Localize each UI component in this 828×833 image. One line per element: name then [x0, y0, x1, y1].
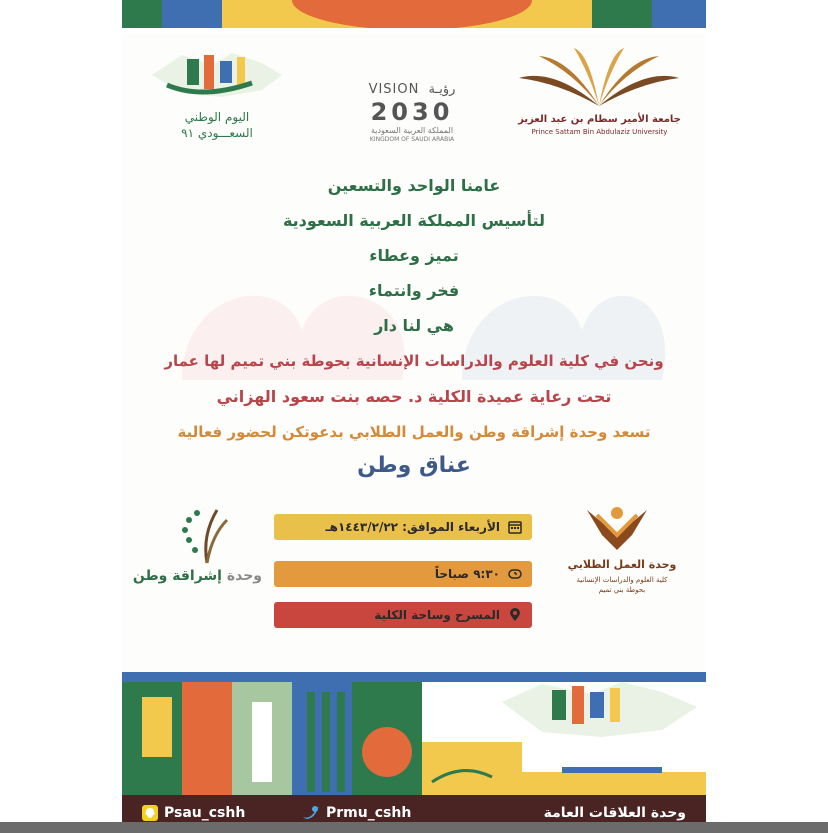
- logos-row: [122, 40, 706, 150]
- time-pill: [274, 561, 532, 587]
- message-line-6: ونحن في كلية العلوم والدراسات الإنسانية بحوطة بني تميم لها عمار: [164, 352, 664, 370]
- event-name: عناق وطن: [357, 453, 471, 478]
- bottom-illustration: [122, 672, 706, 795]
- vision-sub-ar: المملكة العربية السعودية: [370, 126, 454, 135]
- university-name-ar: جامعة الأمير سطام بن عبد العزيز: [518, 114, 681, 125]
- student-activity-title: وحدة العمل الطلابي: [567, 558, 677, 571]
- message-line-7: تحت رعاية عميدة الكلية د. حصه بنت سعود الهزاني: [216, 387, 612, 406]
- message-line-2: لتأسيس المملكة العربية السعودية: [282, 211, 546, 230]
- message-line-1: عامنا الواحد والتسعين: [327, 176, 501, 195]
- place-text: المسرح وساحة الكلية: [374, 608, 500, 622]
- vision-label-ar: رؤيـة: [428, 82, 456, 97]
- message-line-5: هي لنا دار: [374, 316, 454, 335]
- calendar-icon: [508, 520, 522, 534]
- invitation-poster: [122, 0, 706, 833]
- twitter-icon: [302, 805, 320, 821]
- ishraqat-unit-prefix: وحدة: [226, 568, 262, 584]
- public-relations-text: وحدة العلاقات العامة: [543, 805, 686, 821]
- twitter-text: Prmu_cshh: [326, 805, 412, 821]
- date-pill: [274, 514, 532, 540]
- university-name-en: Prince Sattam Bin Abdulaziz University: [531, 128, 668, 136]
- vision-label: [357, 82, 467, 97]
- student-activity-sub-1: كلية العلوم والدراسات الإنسانية: [576, 576, 668, 584]
- vision-year: 2030: [370, 98, 454, 126]
- vision-label-en: VISION: [368, 82, 420, 97]
- location-pin-icon: [508, 608, 522, 622]
- top-decorative-band: [122, 0, 706, 34]
- national-day-text-2: السعـــودي ٩١: [181, 126, 253, 140]
- message-line-3: تميز وعطاء: [369, 246, 459, 265]
- bottom-strip: [0, 822, 828, 833]
- place-pill: [274, 602, 532, 628]
- clock-icon: [508, 567, 522, 581]
- date-text: الأربعاء الموافق: ١٤٤٣/٢/٢٢هـ: [325, 520, 500, 534]
- national-day-text-1: اليوم الوطني: [184, 110, 250, 124]
- vision-sub-en: KINGDOM OF SAUDI ARABIA: [369, 136, 455, 143]
- student-activity-logo: [582, 505, 652, 555]
- public-relations-unit: [538, 805, 686, 821]
- snapchat-icon: [142, 805, 158, 821]
- ishraqat-watan-text: [132, 568, 262, 584]
- message-line-8: تسعد وحدة إشراقة وطن والعمل الطلابي بدعوتكن لحضور فعالية: [177, 423, 651, 441]
- national-day-logo: [142, 45, 292, 105]
- snapchat-text: Psau_cshh: [164, 805, 246, 821]
- message-line-4: فخر وانتماء: [368, 281, 460, 300]
- snapchat-handle[interactable]: [142, 805, 245, 821]
- ishraqat-watan-logo: [177, 505, 237, 565]
- twitter-handle[interactable]: [302, 805, 411, 821]
- university-logo: [514, 48, 684, 108]
- ishraqat-unit-name: إشراقة وطن: [132, 568, 222, 584]
- time-text: ٩:٣٠ صباحاً: [434, 567, 500, 581]
- student-activity-sub-2: بحوطة بني تميم: [598, 586, 646, 594]
